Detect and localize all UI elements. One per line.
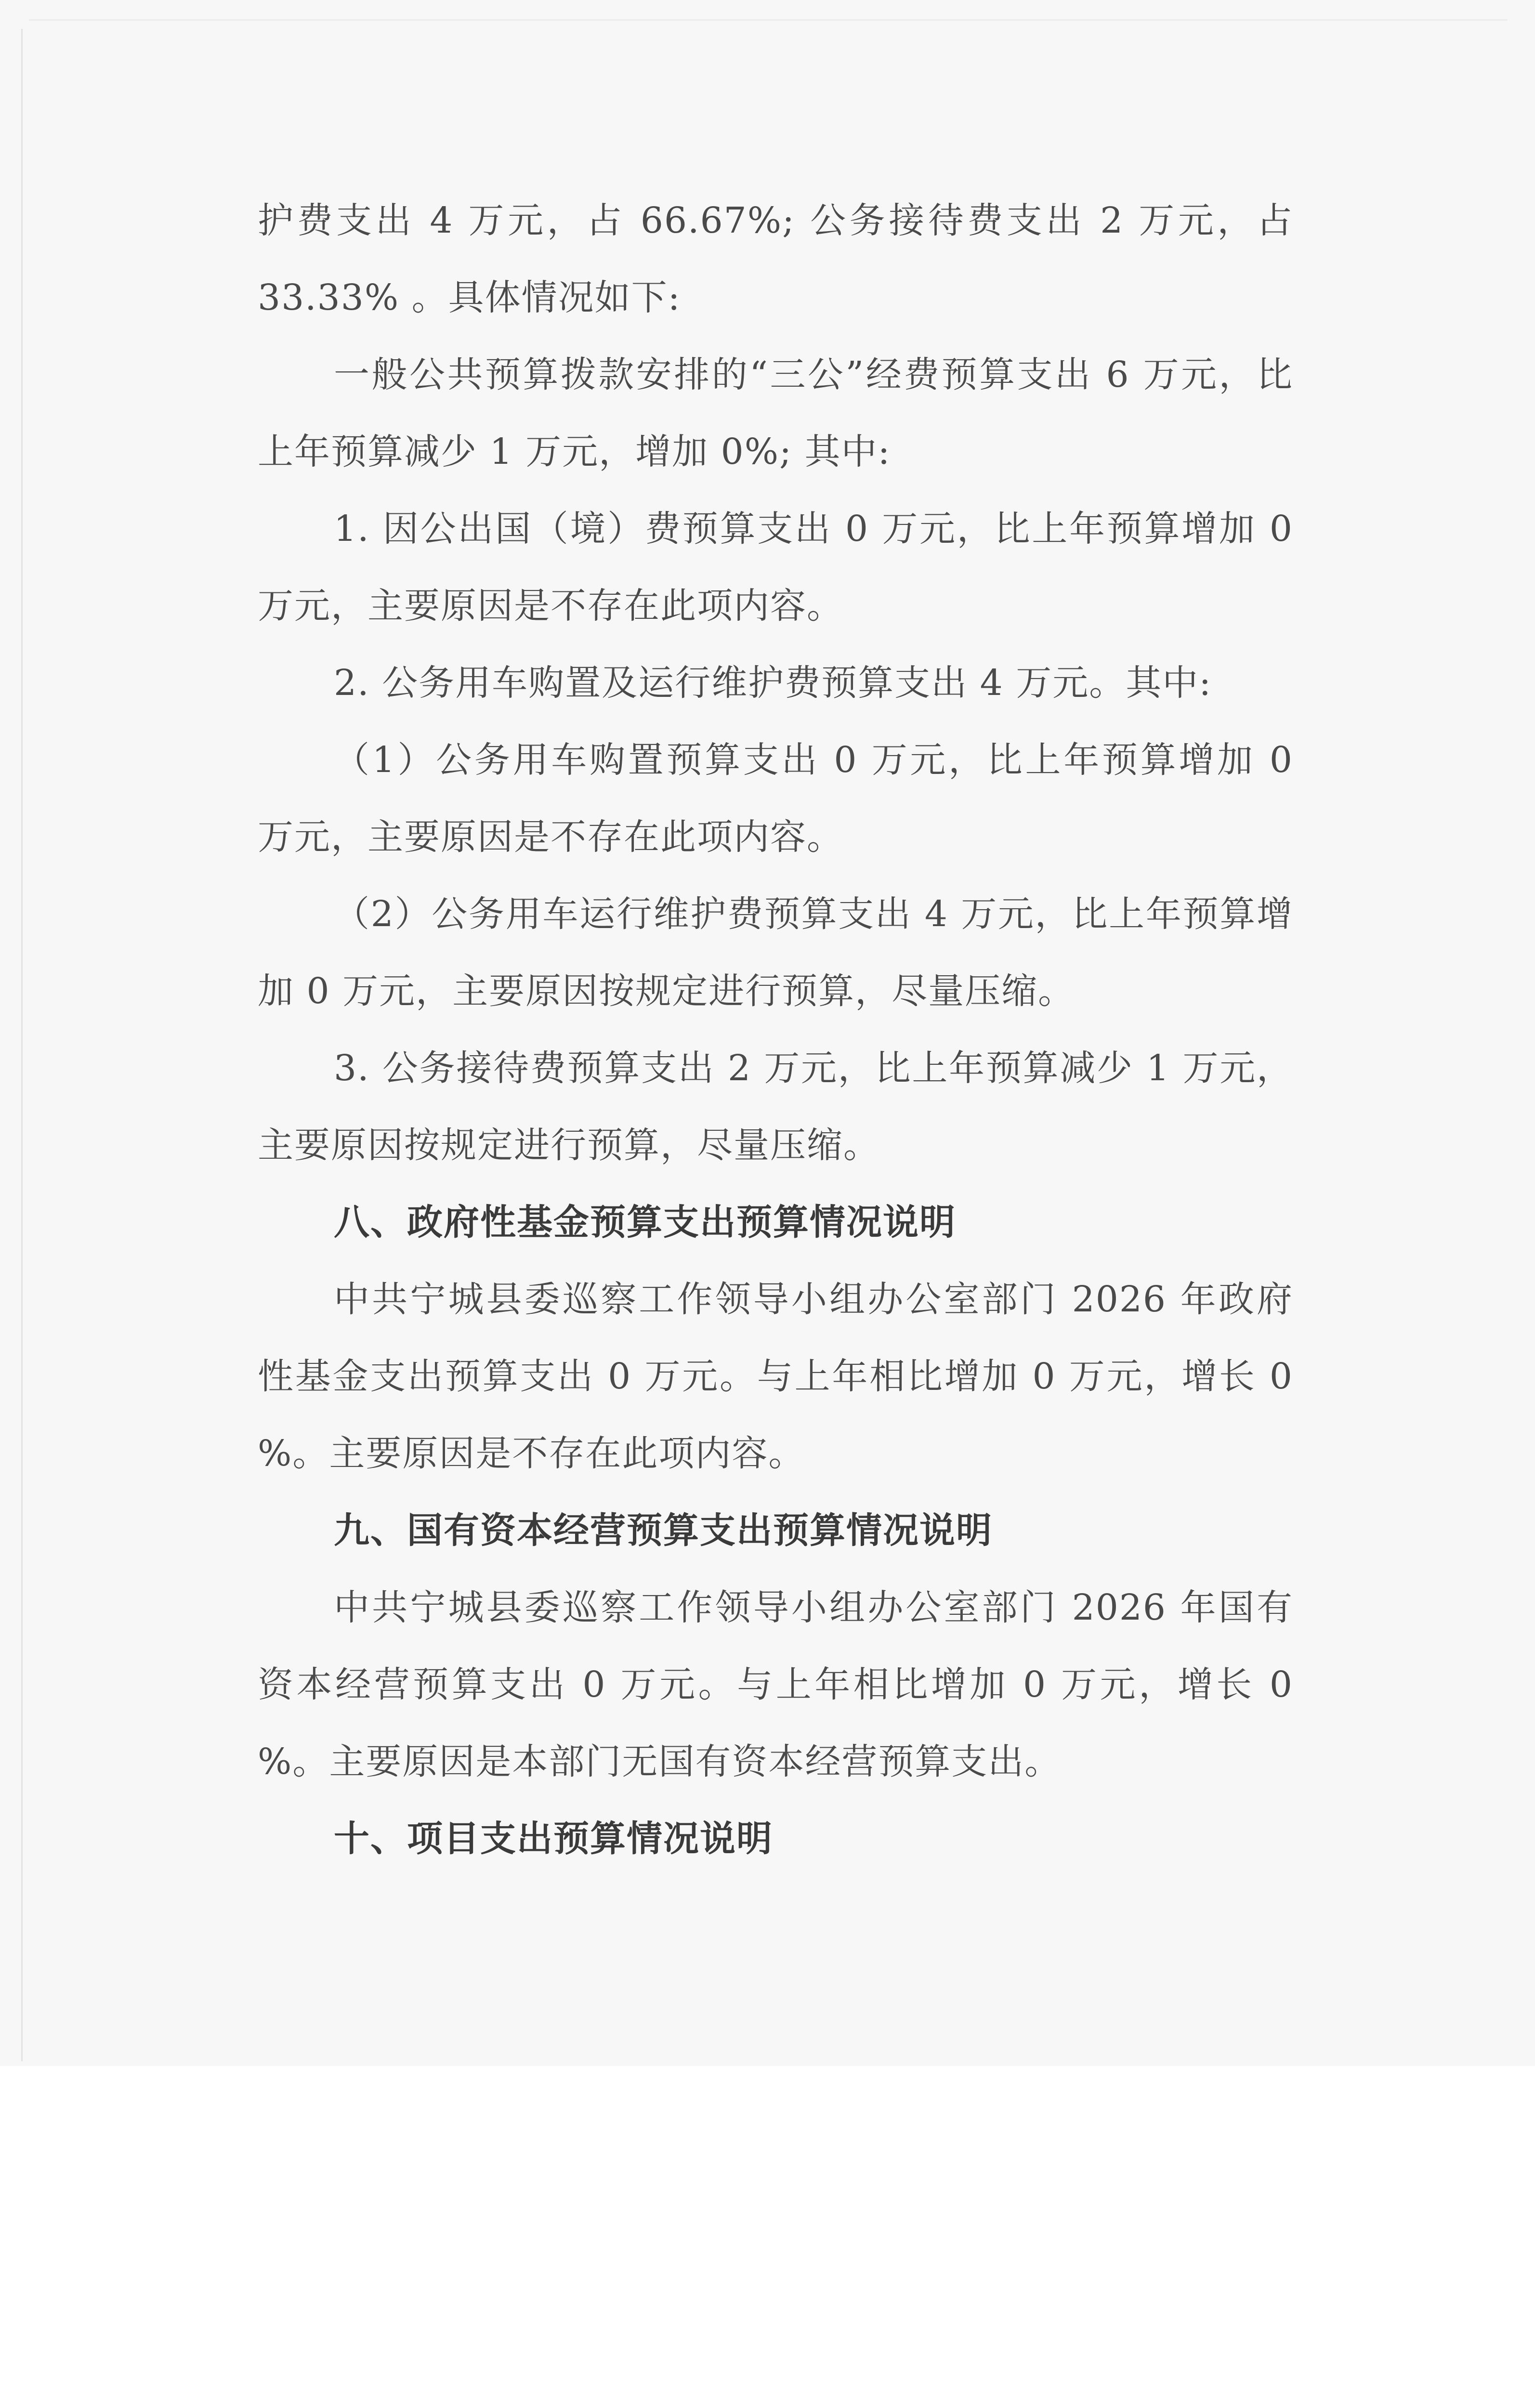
paragraph-state-capital: 中共宁城县委巡察工作领导小组办公室部门 2026 年国有资本经营预算支出 0 万元。与上年相比增加 0 万元，增长 0 %。主要原因是本部门无国有资本经营预算支出。 [258,1587,1293,1782]
document-body [258,182,1293,1877]
section-heading-government-fund: 八、政府性基金预算支出预算情况说明 [334,1202,956,1243]
paragraph-continued: 护费支出 4 万元，占 66.67%; 公务接待费支出 2 万元，占 33.33% 。具体情况如下: [258,200,1293,318]
paragraph-overseas-travel: 1. 因公出国（境）费预算支出 0 万元，比上年预算增加 0 万元，主要原因是不存在此项内容。 [258,508,1293,627]
section-heading-project-expenditure: 十、项目支出预算情况说明 [334,1818,773,1859]
paragraph-vehicle-purchase: （1）公务用车购置预算支出 0 万元，比上年预算增加 0 万元，主要原因是不存在此项内容。 [258,739,1293,858]
paragraph-vehicle-operation: （2）公务用车运行维护费预算支出 4 万元，比上年预算增加 0 万元，主要原因按规定进行预算，尽量压缩。 [258,893,1293,1012]
scan-edge-left [21,29,23,2061]
section-heading-state-capital: 九、国有资本经营预算支出预算情况说明 [334,1510,993,1551]
paragraph-vehicle-total: 2. 公务用车购置及运行维护费预算支出 4 万元。其中: [334,662,1212,704]
paragraph-reception: 3. 公务接待费预算支出 2 万元，比上年预算减少 1 万元，主要原因按规定进行预算，尽量压缩。 [258,1047,1293,1166]
scan-edge-top [29,19,1508,21]
paragraph-three-public-overview: 一般公共预算拨款安排的“三公”经费预算支出 6 万元，比上年预算减少 1 万元，增加 0%; 其中: [258,354,1293,472]
paragraph-government-fund: 中共宁城县委巡察工作领导小组办公室部门 2026 年政府性基金支出预算支出 0 万元。与上年相比增加 0 万元，增长 0 %。主要原因是不存在此项内容。 [258,1279,1293,1474]
